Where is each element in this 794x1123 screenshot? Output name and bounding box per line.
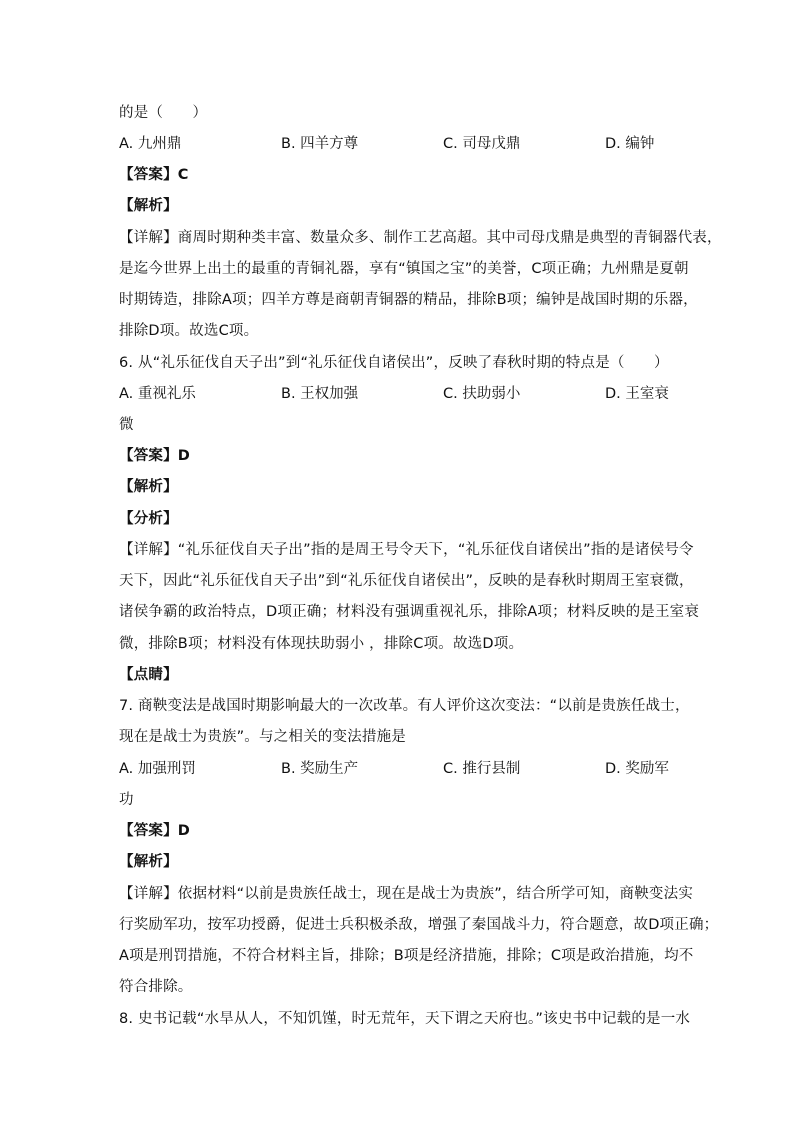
q6-options <box>119 385 679 403</box>
q7-option-a: A. 加强刑罚 <box>119 761 196 777</box>
q7-stem-line: 7. 商鞅变法是战国时期影响最大的一次改革。有人评价这次变法：“以前是贵族任战士， <box>119 698 690 714</box>
q6-analysis-label: 【解析】 <box>119 479 178 495</box>
q5-option-c: C. 司母戊鼎 <box>443 136 521 152</box>
q7-option-d: D. 奖励军 <box>605 761 669 777</box>
q6-option-d: D. 王室衰 <box>605 386 669 402</box>
q5-detail-line: 排除D项。故选C项。 <box>119 323 259 339</box>
q7-detail-line: A项是刑罚措施，不符合材料主旨，排除；B项是经济措施，排除；C项是政治措施，均不 <box>119 948 694 964</box>
q6-detail-line: 诸侯争霸的政治特点，D项正确；材料没有强调重视礼乐，排除A项；材料反映的是王室衰 <box>119 604 700 620</box>
q6-option-b: B. 王权加强 <box>281 386 359 402</box>
q6-detail-line: 【详解】“礼乐征伐自天子出”指的是周王号令天下，“礼乐征伐自诸侯出”指的是诸侯号令 <box>119 542 694 558</box>
q5-detail-line: 【详解】商周时期种类丰富、数量众多、制作工艺高超。其中司母戊鼎是典型的青铜器代表， <box>119 230 722 246</box>
q8-stem: 8. 史书记载“水旱从人，不知饥馑，时无荒年，天下谓之天府也。”该史书中记载的是一水 <box>119 1011 691 1027</box>
q7-detail-line: 符合排除。 <box>119 979 193 995</box>
q5-option-a: A. 九州鼎 <box>119 136 182 152</box>
q6-answer: 【答案】D <box>119 448 191 464</box>
q6-stem: 6. 从“礼乐征伐自天子出”到“礼乐征伐自诸侯出”，反映了春秋时期的特点是（ ） <box>119 355 669 371</box>
q6-dianjing-label: 【点睛】 <box>119 667 178 683</box>
q5-analysis-label: 【解析】 <box>119 198 178 214</box>
q5-option-b: B. 四羊方尊 <box>281 136 359 152</box>
q7-analysis-label: 【解析】 <box>119 854 178 870</box>
q6-option-wrap: 微 <box>119 417 134 433</box>
q5-stem-tail: 的是（ ） <box>119 105 208 121</box>
q5-options <box>119 135 679 153</box>
q7-options <box>119 760 679 778</box>
q7-detail-line: 行奖励军功，按军功授爵，促进士兵积极杀敌，增强了秦国战斗力，符合题意，故D项正确； <box>119 917 719 933</box>
q5-detail-line: 时期铸造，排除A项；四羊方尊是商朝青铜器的精品，排除B项；编钟是战国时期的乐器， <box>119 292 698 308</box>
q6-option-c: C. 扶助弱小 <box>443 386 521 402</box>
q7-option-b: B. 奖励生产 <box>281 761 359 777</box>
q7-answer: 【答案】D <box>119 823 191 839</box>
q7-option-wrap: 功 <box>119 792 134 808</box>
q6-option-a: A. 重视礼乐 <box>119 386 196 402</box>
q7-stem-line: 现在是战士为贵族”。与之相关的变法措施是 <box>119 729 407 745</box>
q6-detail-line: 天下，因此“礼乐征伐自天子出”到“礼乐征伐自诸侯出”，反映的是春秋时期周王室衰微， <box>119 573 694 589</box>
q7-option-c: C. 推行县制 <box>443 761 521 777</box>
q7-detail-line: 【详解】依据材料“以前是贵族任战士，现在是战士为贵族”，结合所学可知，商鞅变法实 <box>119 886 694 902</box>
q5-option-d: D. 编钟 <box>605 136 655 152</box>
q6-detail-line: 微，排除B项；材料没有体现扶助弱小 ，排除C项。故选D项。 <box>119 636 524 652</box>
q5-answer: 【答案】C <box>119 167 189 183</box>
q6-fenxi-label: 【分析】 <box>119 511 178 527</box>
q5-detail-line: 是迄今世界上出土的最重的青铜礼器，享有“镇国之宝”的美誉，C项正确；九州鼎是夏朝 <box>119 261 689 277</box>
